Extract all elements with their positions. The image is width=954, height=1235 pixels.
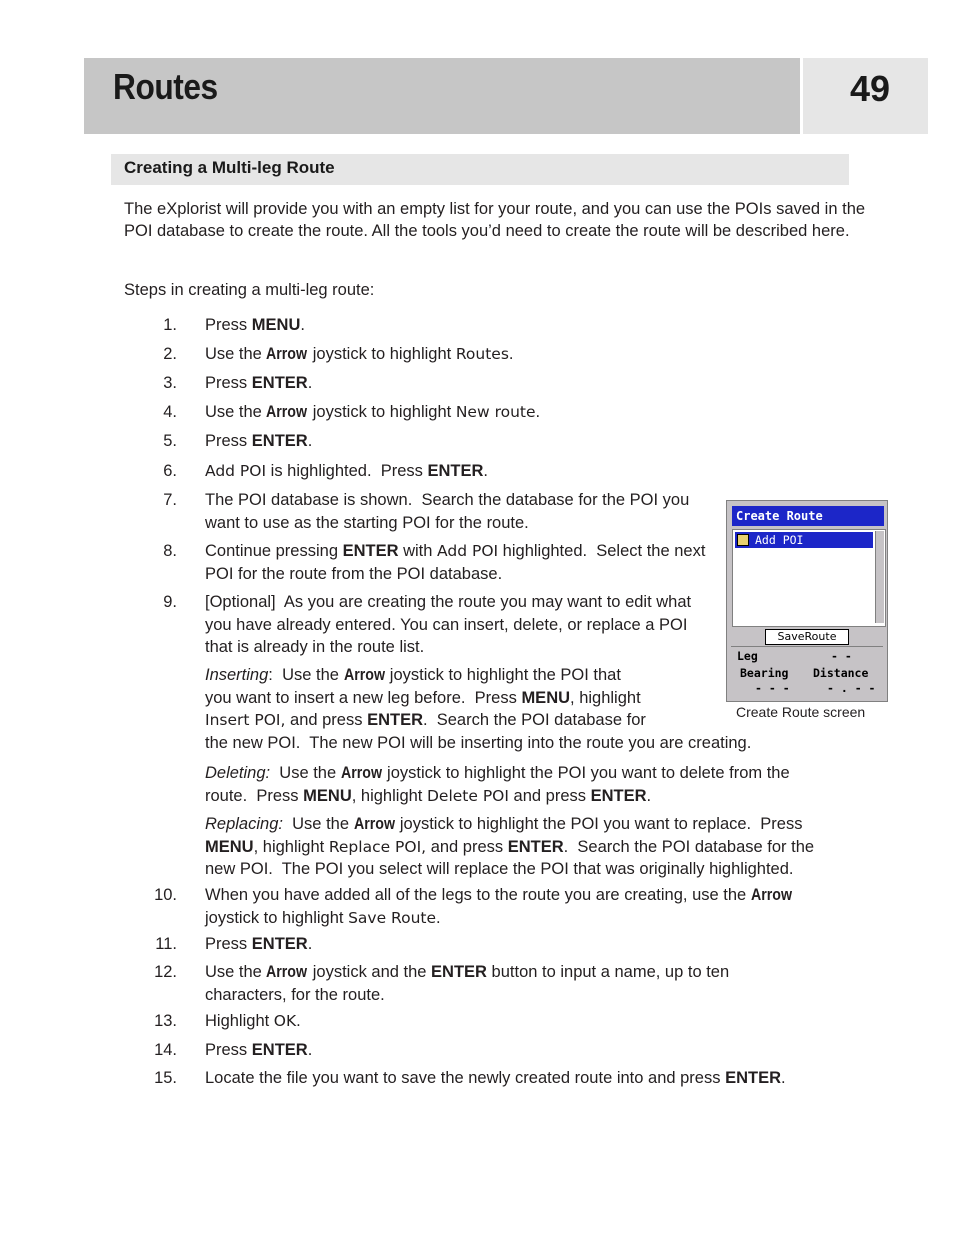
distance-value: - . - -	[827, 681, 876, 695]
step-text: Use the Arrow joystick to highlight New route.	[205, 403, 541, 421]
replacing-paragraph: Replacing: Use the Arrow joystick to highlight the POI you want to replace. Press MENU, highlight Replace POI, and press ENTER. Search the POI database for the new POI. The POI you select will replace the POI that was originally highlighted.	[205, 815, 815, 878]
device-list-item	[735, 532, 873, 548]
step-number: 5.	[163, 432, 177, 450]
step-number: 4.	[163, 403, 177, 421]
step-number: 13.	[154, 1012, 177, 1030]
save-route-button: SaveRoute	[765, 629, 849, 645]
step-number: 1.	[163, 316, 177, 334]
deleting-paragraph: Deleting: Use the Arrow joystick to highlight the POI you want to delete from the route. Press MENU, highlight Delete POI and press ENTER.	[205, 764, 790, 805]
step-number: 10.	[154, 886, 177, 904]
device-divider	[731, 646, 883, 647]
bearing-label: Bearing	[740, 666, 789, 680]
step-text: The POI database is shown. Search the database for the POI you want to use as the starting POI for the route.	[205, 491, 690, 532]
step-number: 2.	[163, 345, 177, 363]
step-text: Press MENU.	[205, 316, 305, 334]
step-number: 3.	[163, 374, 177, 392]
page-title: Routes	[113, 66, 218, 107]
device-scrollbar	[875, 531, 884, 623]
step-number: 14.	[154, 1041, 177, 1059]
step-text: [Optional] As you are creating the route you may want to edit what you have already entered. You can insert, delete, or replace a POI that is already in the route list.	[205, 593, 692, 656]
bearing-value: - - -	[755, 681, 790, 695]
device-titlebar	[732, 506, 884, 526]
step-text: Use the Arrow joystick and the ENTER button to input a name, up to ten characters, for the route.	[205, 963, 730, 1004]
step-text: Highlight OK.	[205, 1012, 301, 1030]
step-number: 11.	[155, 935, 177, 953]
step-text: When you have added all of the legs to the route you are creating, use the Arrow joystick to highlight Save Route.	[205, 886, 792, 927]
step-text: Press ENTER.	[205, 1041, 313, 1059]
poi-icon	[737, 534, 749, 546]
device-route-list	[732, 529, 886, 627]
page-number: 49	[850, 68, 891, 109]
leg-label: Leg	[737, 649, 758, 663]
step-number: 6.	[163, 462, 177, 480]
steps-intro: Steps in creating a multi-leg route:	[124, 281, 375, 299]
step-text: Use the Arrow joystick to highlight Routes.	[205, 345, 514, 363]
step-number: 7.	[163, 491, 177, 509]
step-number: 12.	[154, 963, 177, 981]
step-number: 9.	[163, 593, 177, 611]
create-route-screenshot	[726, 500, 888, 702]
step-text: Continue pressing ENTER with Add POI highlighted. Select the next POI for the route from the POI database.	[205, 542, 706, 583]
step-number: 15.	[154, 1069, 177, 1087]
inserting-paragraph: Inserting: Use the Arrow joystick to highlight the POI that you want to insert a new leg before. Press MENU, highlight Insert POI, and press ENTER. Search the POI database for the new POI. The new POI will be inserting into the route you are creating.	[205, 666, 752, 752]
step-number: 8.	[163, 542, 177, 560]
device-list-item-label: Add POI	[755, 533, 804, 547]
step-text: Locate the file you want to save the newly created route into and press ENTER.	[205, 1069, 786, 1087]
step-text: Press ENTER.	[205, 374, 313, 392]
leg-value: - -	[831, 649, 852, 663]
step-text: Press ENTER.	[205, 935, 313, 953]
step-text: Press ENTER.	[205, 432, 313, 450]
figure-caption: Create Route screen	[736, 704, 866, 720]
step-text: Add POI is highlighted. Press ENTER.	[205, 462, 489, 480]
intro-paragraph: The eXplorist will provide you with an empty list for your route, and you can use the POIs saved in the POI database to create the route. All the tools you’d need to create the route will be described here.	[124, 200, 866, 240]
device-title: Create Route	[736, 509, 823, 523]
section-title: Creating a Multi-leg Route	[124, 158, 335, 177]
distance-label: Distance	[813, 666, 869, 680]
